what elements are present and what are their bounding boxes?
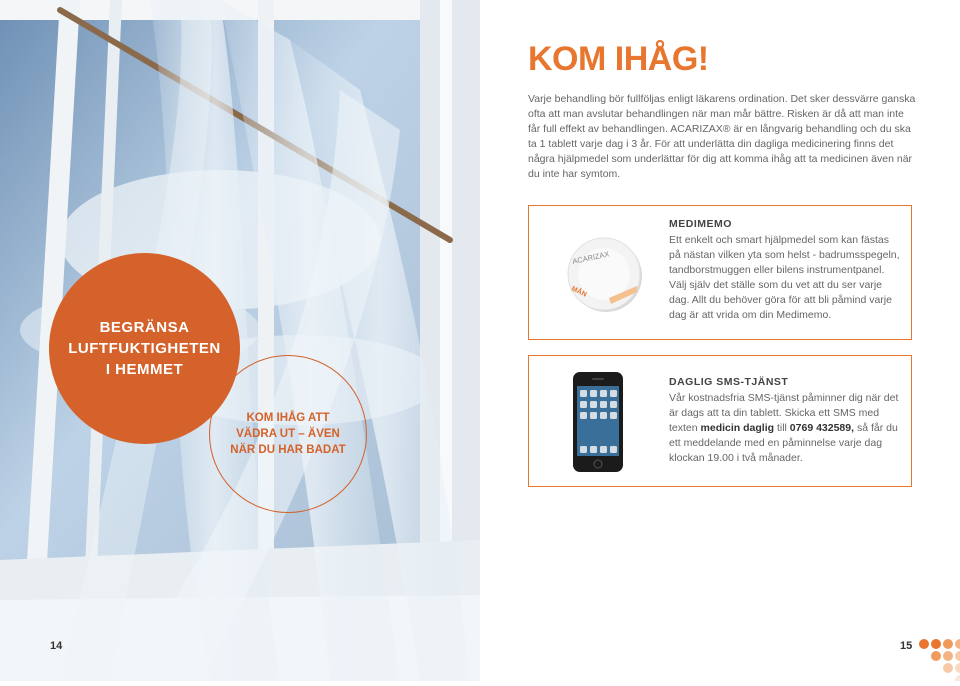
- sms-text-part1: Vår kostnadsfria SMS-tjänst påminner dig när det är dags att ta din tablett. Skicka ett SMS med texten: [669, 392, 899, 434]
- decorative-dots: [918, 638, 960, 681]
- ventilate-circle-text: KOM IHÅG ATT VÄDRA UT – ÄVEN NÄR DU HAR BADAT: [230, 412, 346, 456]
- ventilate-circle: [209, 355, 367, 513]
- sms-text: [669, 391, 901, 466]
- sms-text-part3: så får du ett meddelande med en påminnelse varje dag klockan 19.00 i två månader.: [669, 422, 898, 464]
- medimemo-brand-text: ACARIZAX: [571, 249, 611, 266]
- page-title: KOM IHÅG!: [528, 40, 709, 78]
- sms-box: [528, 355, 912, 487]
- sms-keyword: medicin daglig: [700, 422, 775, 434]
- medimemo-text: Ett enkelt och smart hjälpmedel som kan fästas på nästan vilken yta som helst - badrumsspegeln, tandborstmuggen eller bilens instrumentpanel. Välj själv det ställe som du vet att du ser varje dag. Allt du behöver göra för att bli påmind varje dag är att vrida om din Medimemo.: [669, 234, 900, 321]
- humidity-circle-text: BEGRÄNSA LUFTFUKTIGHETEN I HEMMET: [68, 319, 221, 378]
- medimemo-device-image: [559, 224, 649, 324]
- intro-paragraph: Varje behandling bör fullföljas enligt läkarens ordination. Det sker dessvärre ganska ofta att man avslutar behandlingen när man mår bättre. Risken är då att man inte får full effekt av behandlingen. ACARIZAX® är en långvarig behandling och du ska ta 1 tablett varje dag i 3 år. För att underlätta din dagliga medicinering finns det några hjälpmedel som underlättar för dig att komma ihåg att ta medicinen även när du inte har symtom.: [528, 93, 916, 180]
- sms-title: DAGLIG SMS-TJÄNST: [669, 376, 789, 388]
- page-number-left: 14: [50, 640, 63, 652]
- page-number-right: 15: [900, 640, 913, 652]
- smartphone-image: [571, 370, 627, 474]
- medimemo-title: MEDIMEMO: [669, 218, 732, 230]
- sms-text-part2: till: [774, 422, 790, 434]
- sms-number: 0769 432589,: [789, 422, 855, 434]
- medimemo-day-text: MÅN: [570, 285, 588, 299]
- medimemo-box: [528, 205, 912, 340]
